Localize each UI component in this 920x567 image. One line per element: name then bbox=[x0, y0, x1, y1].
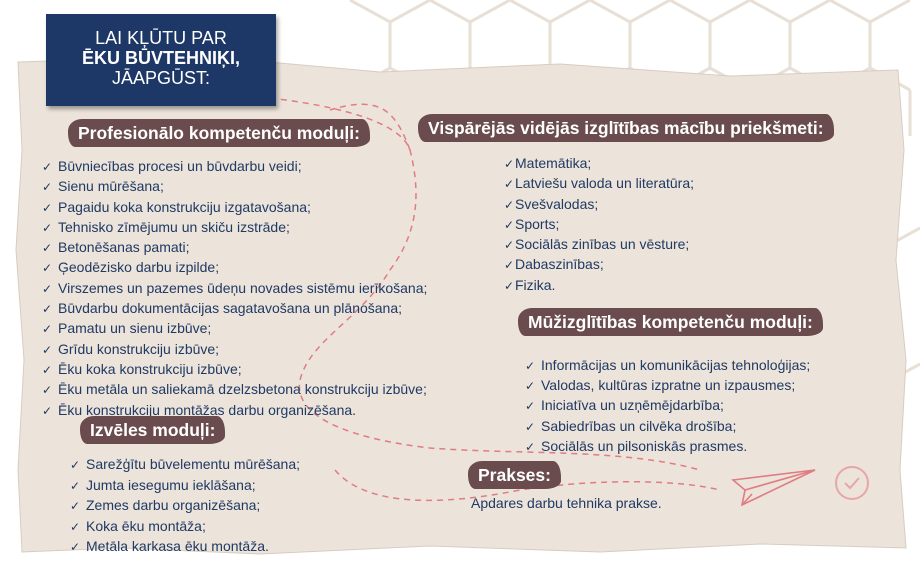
title-line-1: LAI KĻŪTU PAR bbox=[95, 28, 227, 48]
check-mark-icon: ✓ bbox=[504, 197, 515, 212]
check-mark-icon: ✓ bbox=[42, 180, 53, 195]
list-item: ✓ Grīdu konstrukciju izbūve; bbox=[42, 340, 427, 360]
list-item: ✓Sociālās zinības un vēsture; bbox=[504, 235, 694, 255]
check-mark-icon: ✓ bbox=[525, 399, 536, 414]
check-mark-icon: ✓ bbox=[42, 403, 53, 418]
list-item: ✓ Pamatu un sienu izbūve; bbox=[42, 319, 427, 339]
check-circle-icon bbox=[835, 466, 869, 500]
check-mark-icon: ✓ bbox=[525, 379, 536, 394]
check-mark-icon: ✓ bbox=[42, 200, 53, 215]
list-item: ✓ Sarežģītu būvelementu mūrēšana; bbox=[70, 455, 300, 476]
check-mark-icon: ✓ bbox=[70, 540, 81, 555]
general-subjects-list bbox=[504, 154, 694, 296]
list-item: ✓ Sabiedrības un cilvēka drošība; bbox=[525, 417, 810, 437]
list-item: ✓ Betonēšanas pamati; bbox=[42, 238, 427, 258]
list-item: ✓ Metāla karkasa ēku montāža. bbox=[70, 537, 300, 558]
list-item: ✓ Sienu mūrēšana; bbox=[42, 177, 427, 197]
list-item: ✓Svešvalodas; bbox=[504, 195, 694, 215]
list-item: ✓Fizika. bbox=[504, 276, 694, 296]
check-mark-icon: ✓ bbox=[525, 359, 536, 373]
check-mark-icon: ✓ bbox=[504, 278, 515, 293]
list-item: ✓ Ēku koka konstrukciju izbūve; bbox=[42, 360, 427, 380]
list-item: ✓ Ģeodēzisko darbu izpilde; bbox=[42, 258, 427, 278]
list-item: ✓ Virszemes un pazemes ūdeņu novades sistēmu ierīkošana; bbox=[42, 279, 427, 299]
list-item: ✓Latviešu valoda un literatūra; bbox=[504, 174, 694, 194]
list-item: ✓ Ēku konstrukciju montāžas darbu organizēšana. bbox=[42, 401, 427, 421]
check-mark-icon: ✓ bbox=[504, 258, 515, 273]
check-mark-icon: ✓ bbox=[42, 302, 53, 317]
check-mark-icon: ✓ bbox=[504, 217, 515, 232]
lifelong-modules-heading: Mūžizglītības kompetenču moduļi: bbox=[520, 310, 821, 334]
list-item: ✓ Informācijas un komunikācijas tehnoloģijas; bbox=[525, 356, 810, 376]
professional-modules-list bbox=[42, 157, 427, 421]
list-item: ✓ Koka ēku montāža; bbox=[70, 517, 300, 538]
check-mark-icon: ✓ bbox=[70, 458, 81, 472]
practice-heading: Prakses: bbox=[470, 463, 559, 487]
lifelong-modules-list bbox=[525, 356, 810, 457]
list-item: ✓Matemātika; bbox=[504, 154, 694, 174]
check-mark-icon: ✓ bbox=[42, 160, 53, 174]
title-line-3: JĀAPGŪST: bbox=[111, 68, 211, 88]
check-mark-icon: ✓ bbox=[525, 419, 536, 434]
check-mark-icon: ✓ bbox=[504, 157, 515, 171]
check-mark-icon: ✓ bbox=[70, 519, 81, 534]
practice-text: Apdares darbu tehnika prakse. bbox=[471, 495, 662, 511]
check-mark-icon: ✓ bbox=[42, 342, 53, 357]
check-mark-icon: ✓ bbox=[42, 241, 53, 256]
list-item: ✓ Sociālās un pilsoniskās prasmes. bbox=[525, 437, 810, 457]
list-item: ✓ Būvniecības procesi un būvdarbu veidi; bbox=[42, 157, 427, 177]
check-mark-icon: ✓ bbox=[70, 478, 81, 493]
list-item: ✓ Iniciatīva un uzņēmējdarbība; bbox=[525, 396, 810, 416]
check-mark-icon: ✓ bbox=[42, 281, 53, 296]
general-subjects-heading: Vispārējās vidējās izglītības mācību priekšmeti: bbox=[420, 116, 832, 140]
list-item: ✓ Būvdarbu dokumentācijas sagatavošana un plānošana; bbox=[42, 299, 427, 319]
check-mark-icon: ✓ bbox=[504, 238, 515, 253]
title-box bbox=[46, 14, 276, 106]
check-mark-icon: ✓ bbox=[42, 220, 53, 235]
check-mark-icon: ✓ bbox=[70, 499, 81, 514]
check-mark-icon: ✓ bbox=[42, 322, 53, 337]
professional-modules-heading: Profesionālo kompetenču moduļi: bbox=[70, 121, 368, 145]
check-mark-icon: ✓ bbox=[504, 177, 515, 192]
check-mark-icon: ✓ bbox=[42, 383, 53, 398]
list-item: ✓ Ēku metāla un saliekamā dzelzsbetona konstrukciju izbūve; bbox=[42, 380, 427, 400]
elective-modules-list bbox=[70, 455, 300, 558]
elective-modules-heading: Izvēles moduļi: bbox=[82, 418, 223, 442]
list-item: ✓ Tehnisko zīmējumu un skiču izstrāde; bbox=[42, 218, 427, 238]
list-item: ✓Dabaszinības; bbox=[504, 255, 694, 275]
title-line-2: ĒKU BŪVTEHNIĶI, bbox=[81, 48, 240, 68]
check-mark-icon: ✓ bbox=[42, 261, 53, 276]
list-item: ✓ Jumta iesegumu ieklāšana; bbox=[70, 476, 300, 497]
check-mark-icon: ✓ bbox=[42, 362, 53, 377]
check-mark-icon: ✓ bbox=[525, 439, 536, 454]
list-item: ✓ Pagaidu koka konstrukciju izgatavošana; bbox=[42, 198, 427, 218]
list-item: ✓Sports; bbox=[504, 215, 694, 235]
list-item: ✓ Valodas, kultūras izpratne un izpausmes; bbox=[525, 376, 810, 396]
list-item: ✓ Zemes darbu organizēšana; bbox=[70, 496, 300, 517]
